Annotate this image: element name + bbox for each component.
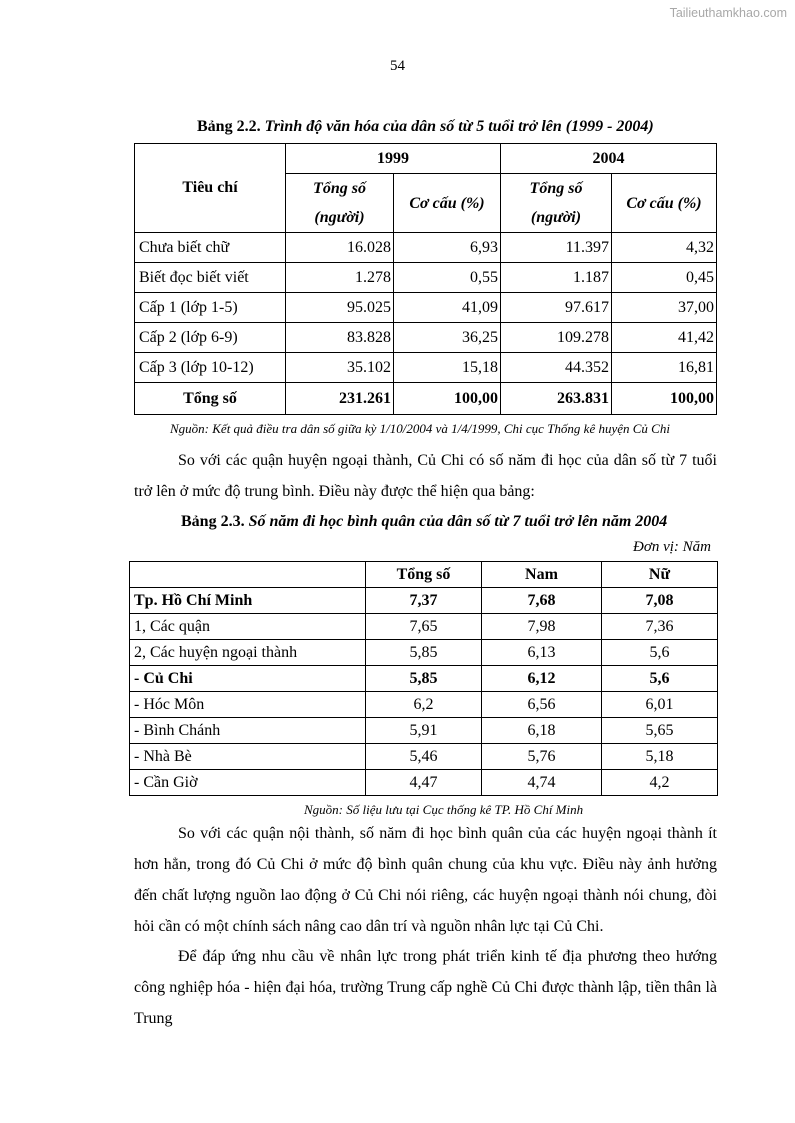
year-2004-header: 2004 [501,144,717,174]
cell-total-2004: 97.617 [501,293,612,323]
cell-total-2004: 1.187 [501,263,612,293]
table-row [130,588,718,614]
total-1999-header: Tổng số (người) [286,174,394,233]
cell-share-1999: 0,55 [394,263,501,293]
table-row [130,718,718,744]
table1-source: Nguồn: Kết quả điều tra dân số giữa kỳ 1/10/2004 và 1/4/1999, Chi cục Thống kê huyện Củ Chi [170,421,670,436]
table2-caption [181,513,667,531]
paragraph-2 [134,818,717,942]
year-1999-header: 1999 [286,144,501,174]
cell-female: 5,6 [602,666,718,692]
table2-header-row [130,562,718,588]
total-row [135,383,717,415]
cell-male: 5,76 [482,744,602,770]
table2-header-male: Nam [482,562,602,588]
table2-header-total: Tổng số [366,562,482,588]
cell-female: 4,2 [602,770,718,796]
row-label: Cấp 2 (lớp 6-9) [135,323,286,353]
cell-female: 6,01 [602,692,718,718]
table2-unit: Đơn vị: Năm [633,539,711,555]
share-1999-header: Cơ cấu (%) [394,174,501,233]
cell-total: 5,46 [366,744,482,770]
table2-source: Nguồn: Số liệu lưu tại Cục thống kê TP. Hồ Chí Minh [304,802,584,817]
table-row [135,233,717,263]
table-row [130,666,718,692]
cell-total-1999: 16.028 [286,233,394,263]
cell-share-2004: 16,81 [612,353,717,383]
total-2004: 263.831 [501,383,612,415]
table-row [135,263,717,293]
paragraph-1 [134,445,717,507]
table-row [130,614,718,640]
total-1999: 231.261 [286,383,394,415]
cell-female: 5,6 [602,640,718,666]
row-label: Tp. Hồ Chí Minh [130,588,366,614]
paragraph-1-text: So với các quận huyện ngoại thành, Củ Chi có số năm đi học của dân số từ 7 tuổi trở lên ở mức độ trung bình. Điều này được thể hiện qua bảng: [134,452,717,500]
row-label: 1, Các quận [130,614,366,640]
table-row [130,640,718,666]
cell-share-2004: 37,00 [612,293,717,323]
cell-share-2004: 4,32 [612,233,717,263]
paragraph-3-text: Để đáp ứng nhu cầu về nhân lực trong phát triển kinh tế địa phương theo hướng công nghiệp hóa - hiện đại hóa, trường Trung cấp nghề Củ Chi được thành lập, tiền thân là Trung [134,948,717,1027]
cell-total: 7,37 [366,588,482,614]
cell-total: 7,65 [366,614,482,640]
cell-male: 6,13 [482,640,602,666]
cell-share-2004: 0,45 [612,263,717,293]
cell-male: 7,68 [482,588,602,614]
education-level-table [134,143,717,415]
table2-header-female: Nữ [602,562,718,588]
table2-header-blank [130,562,366,588]
table1-caption-prefix: Bảng 2.2. [197,118,261,135]
cell-share-1999: 36,25 [394,323,501,353]
total-share-1999: 100,00 [394,383,501,415]
row-label: Chưa biết chữ [135,233,286,263]
row-label: Cấp 3 (lớp 10-12) [135,353,286,383]
cell-female: 7,08 [602,588,718,614]
share-2004-header: Cơ cấu (%) [612,174,717,233]
cell-male: 4,74 [482,770,602,796]
total-2004-header: Tổng số (người) [501,174,612,233]
cell-share-1999: 6,93 [394,233,501,263]
table2-caption-title: Số năm đi học bình quân của dân số từ 7 tuổi trở lên năm 2004 [248,513,668,530]
cell-female: 7,36 [602,614,718,640]
cell-total: 5,85 [366,640,482,666]
table2-caption-prefix: Bảng 2.3. [181,513,245,530]
table-row [135,293,717,323]
total-row-label: Tổng số [135,383,286,415]
cell-total: 5,85 [366,666,482,692]
cell-share-1999: 15,18 [394,353,501,383]
table1-caption-title: Trình độ văn hóa của dân số từ 5 tuổi trở lên (1999 - 2004) [264,118,654,135]
cell-total-2004: 44.352 [501,353,612,383]
cell-total-2004: 11.397 [501,233,612,263]
paragraph-2-text: So với các quận nội thành, số năm đi học bình quân của các huyện ngoại thành ít hơn hẳn, trong đó Củ Chi ở mức độ bình quân chung của khu vực. Điều này ảnh hưởng đến chất lượng nguồn lao động ở Củ Chi nói riêng, các huyện ngoại thành nói chung, đòi hỏi cần có một chính sách nâng cao dân trí và nguồn nhân lực tại Củ Chi. [134,825,717,935]
row-label: - Bình Chánh [130,718,366,744]
cell-total: 4,47 [366,770,482,796]
table1-caption [197,118,654,136]
cell-total-1999: 35.102 [286,353,394,383]
cell-total: 6,2 [366,692,482,718]
row-label: 2, Các huyện ngoại thành [130,640,366,666]
row-label: Cấp 1 (lớp 1-5) [135,293,286,323]
total-share-2004: 100,00 [612,383,717,415]
cell-total-1999: 1.278 [286,263,394,293]
cell-total-2004: 109.278 [501,323,612,353]
watermark: Tailieuthamkhao.com [669,6,787,20]
row-label: - Nhà Bè [130,744,366,770]
page-number: 54 [390,58,405,74]
cell-total-1999: 95.025 [286,293,394,323]
cell-female: 5,18 [602,744,718,770]
criteria-header: Tiêu chí [135,144,286,233]
paragraph-3 [134,941,717,1034]
row-label: - Cần Giờ [130,770,366,796]
cell-male: 7,98 [482,614,602,640]
cell-share-2004: 41,42 [612,323,717,353]
schooling-years-table [129,561,718,796]
table-row [130,692,718,718]
table-row [135,353,717,383]
cell-male: 6,12 [482,666,602,692]
cell-total-1999: 83.828 [286,323,394,353]
cell-total: 5,91 [366,718,482,744]
row-label: - Hóc Môn [130,692,366,718]
cell-male: 6,18 [482,718,602,744]
row-label: Biết đọc biết viết [135,263,286,293]
table-row [130,744,718,770]
table-row [130,770,718,796]
row-label: - Củ Chi [130,666,366,692]
cell-male: 6,56 [482,692,602,718]
cell-share-1999: 41,09 [394,293,501,323]
cell-female: 5,65 [602,718,718,744]
table-row [135,323,717,353]
